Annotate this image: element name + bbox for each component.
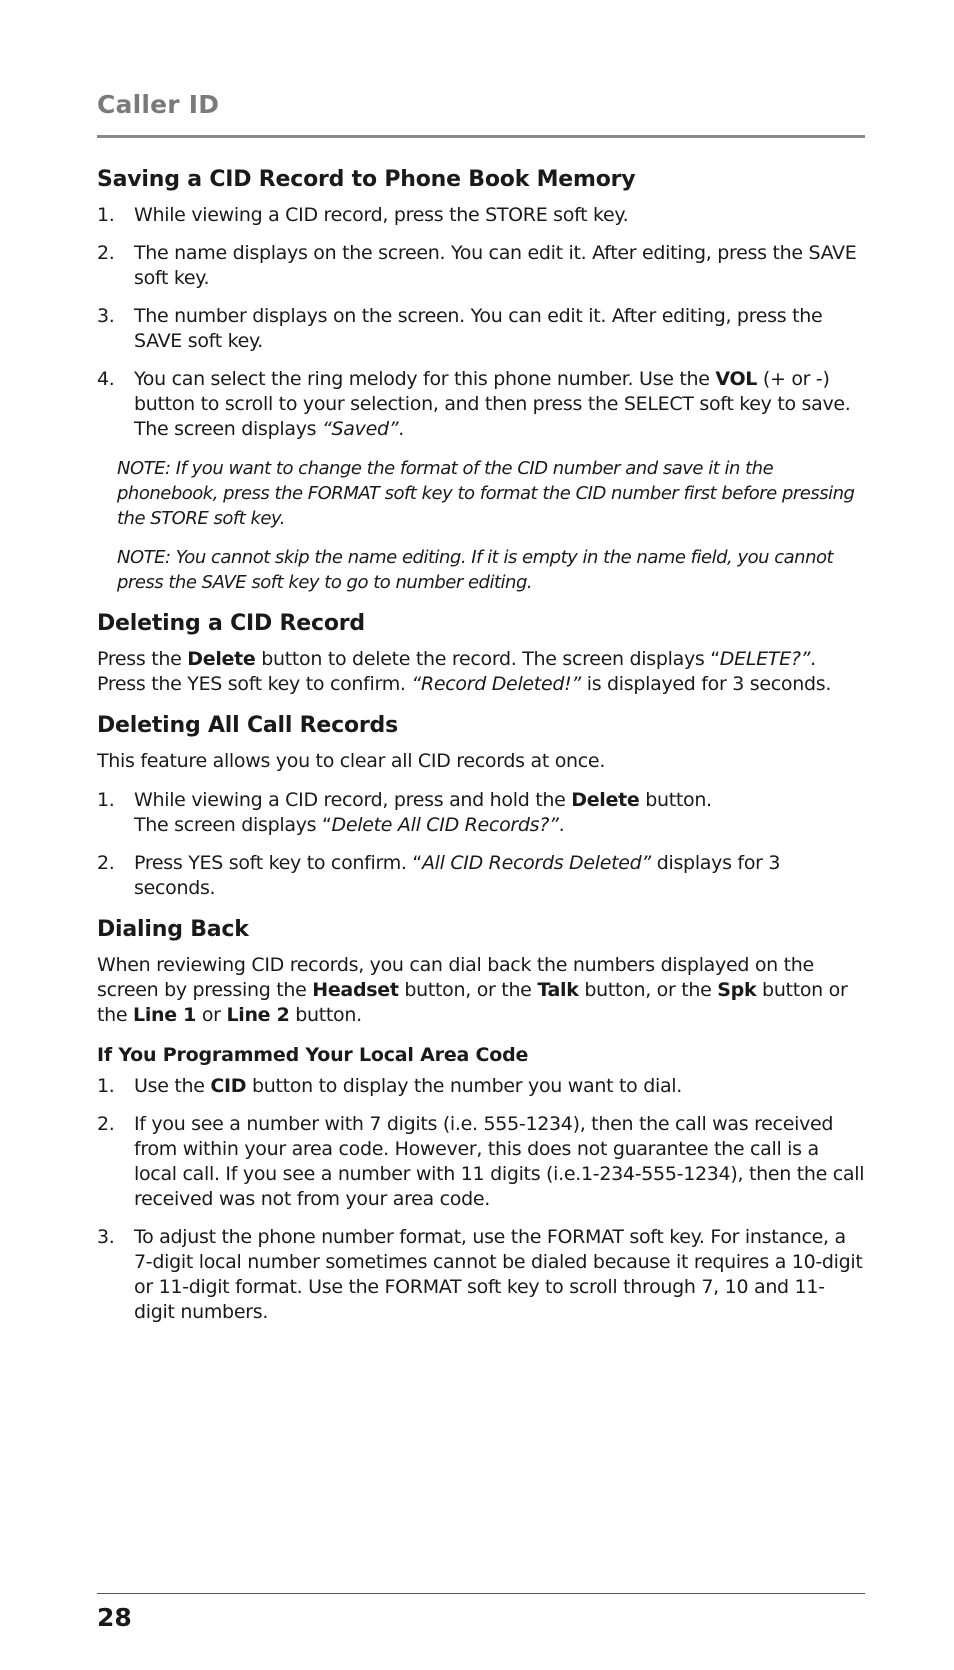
delete-all-intro: This feature allows you to clear all CID records at once.	[97, 750, 606, 772]
list-text: To adjust the phone number format, use the FORMAT soft key. For instance, a 7-digit local number sometimes cannot be dialed because it requires a 10-digit or 11-digit format. Use the FORMAT soft key to scroll through 7, 10 and 11-digit numbers.	[134, 1226, 863, 1323]
list-text: Press YES soft key to confirm. “	[134, 852, 422, 874]
header-rule	[97, 135, 865, 138]
list-text: You can select the ring melody for this phone number. Use the	[134, 368, 716, 390]
page-number: 28	[97, 1603, 132, 1632]
note-name-editing: NOTE: You cannot skip the name editing. If it is empty in the name field, you cannot press the SAVE soft key to go to number editing.	[117, 547, 834, 593]
key-name-headset: Headset	[312, 979, 399, 1001]
key-name-delete: Delete	[571, 789, 640, 811]
list-number: 2.	[97, 1113, 115, 1135]
saving-steps-list	[97, 203, 865, 442]
screen-message: DELETE?”	[719, 648, 811, 670]
body-text: or	[196, 1004, 227, 1026]
section-heading-delete: Deleting a CID Record	[97, 611, 365, 636]
list-item	[97, 304, 865, 354]
screen-message: “Saved”	[321, 418, 399, 440]
screen-message: Delete All CID Records?”	[331, 814, 559, 836]
key-name-vol: VOL	[715, 368, 758, 390]
list-number: 3.	[97, 305, 115, 327]
list-number: 3.	[97, 1226, 115, 1248]
list-item	[97, 1112, 865, 1212]
list-text: button to display the number you want to dial.	[246, 1075, 683, 1097]
running-head: Caller ID	[97, 90, 220, 119]
key-name-line2: Line 2	[226, 1004, 290, 1026]
list-number: 4.	[97, 368, 115, 390]
list-number: 1.	[97, 789, 115, 811]
list-number: 1.	[97, 204, 115, 226]
body-text: When reviewing CID records, you can dial back the numbers displayed on the screen by pressing the	[97, 954, 814, 1001]
manual-page	[97, 0, 865, 1670]
dial-back-paragraph	[97, 953, 865, 1028]
list-text: While viewing a CID record, press the STORE soft key.	[134, 204, 629, 226]
body-text: button to delete the record. The screen displays “	[255, 648, 720, 670]
key-name-cid: CID	[210, 1075, 247, 1097]
list-number: 1.	[97, 1075, 115, 1097]
list-item	[97, 788, 865, 838]
body-text: button, or the	[578, 979, 718, 1001]
key-name-talk: Talk	[537, 979, 579, 1001]
note-format: NOTE: If you want to change the format of the CID number and save it in the phonebook, press the FORMAT soft key to format the CID number first before pressing the STORE soft key.	[117, 458, 855, 529]
section-heading-delete-all: Deleting All Call Records	[97, 713, 398, 738]
list-text: .	[558, 814, 565, 836]
list-text: displays for 3 seconds.	[134, 852, 781, 899]
screen-message: “Record Deleted!”	[411, 673, 581, 695]
key-name-delete: Delete	[187, 648, 256, 670]
body-text: button, or the	[398, 979, 538, 1001]
list-item	[97, 203, 865, 228]
list-item	[97, 367, 865, 442]
body-text: is displayed for 3 seconds.	[580, 673, 832, 695]
list-text: The name displays on the screen. You can edit it. After editing, press the SAVE soft key.	[134, 242, 857, 289]
list-text: While viewing a CID record, press and hold the	[134, 789, 572, 811]
list-item	[97, 851, 865, 901]
local-area-steps-list	[97, 1074, 865, 1325]
body-text: Press the	[97, 648, 188, 670]
list-text: The screen displays “	[134, 814, 332, 836]
list-text: .	[398, 418, 405, 440]
list-number: 2.	[97, 852, 115, 874]
key-name-spk: Spk	[717, 979, 757, 1001]
section-heading-dial-back: Dialing Back	[97, 917, 249, 942]
list-text: button.	[639, 789, 712, 811]
list-item	[97, 1225, 865, 1325]
body-text: button.	[289, 1004, 362, 1026]
delete-all-steps-list	[97, 788, 865, 901]
list-text: The number displays on the screen. You can edit it. After editing, press the SAVE soft key.	[134, 305, 823, 352]
body-text: button or the	[97, 979, 848, 1026]
list-text: If you see a number with 7 digits (i.e. 555-1234), then the call was received from within your area code. However, this does not guarantee the call is a local call. If you see a number with 11 digits (i.e.1-234-555-1234), then the call received was not from your area code.	[134, 1113, 865, 1210]
page-content	[97, 165, 865, 1339]
list-text: Use the	[134, 1075, 211, 1097]
footer-rule	[97, 1593, 865, 1594]
list-number: 2.	[97, 242, 115, 264]
subsection-heading-local-area-code: If You Programmed Your Local Area Code	[97, 1044, 529, 1066]
key-name-line1: Line 1	[133, 1004, 197, 1026]
list-item	[97, 1074, 865, 1099]
delete-paragraph	[97, 647, 865, 697]
list-item	[97, 241, 865, 291]
body-text: . Press the YES soft key to confirm.	[97, 648, 816, 695]
screen-message: All CID Records Deleted”	[421, 852, 651, 874]
section-heading-saving: Saving a CID Record to Phone Book Memory	[97, 167, 636, 192]
list-text: (+ or -) button to scroll to your selection, and then press the SELECT soft key to save. The screen displays	[134, 368, 851, 440]
